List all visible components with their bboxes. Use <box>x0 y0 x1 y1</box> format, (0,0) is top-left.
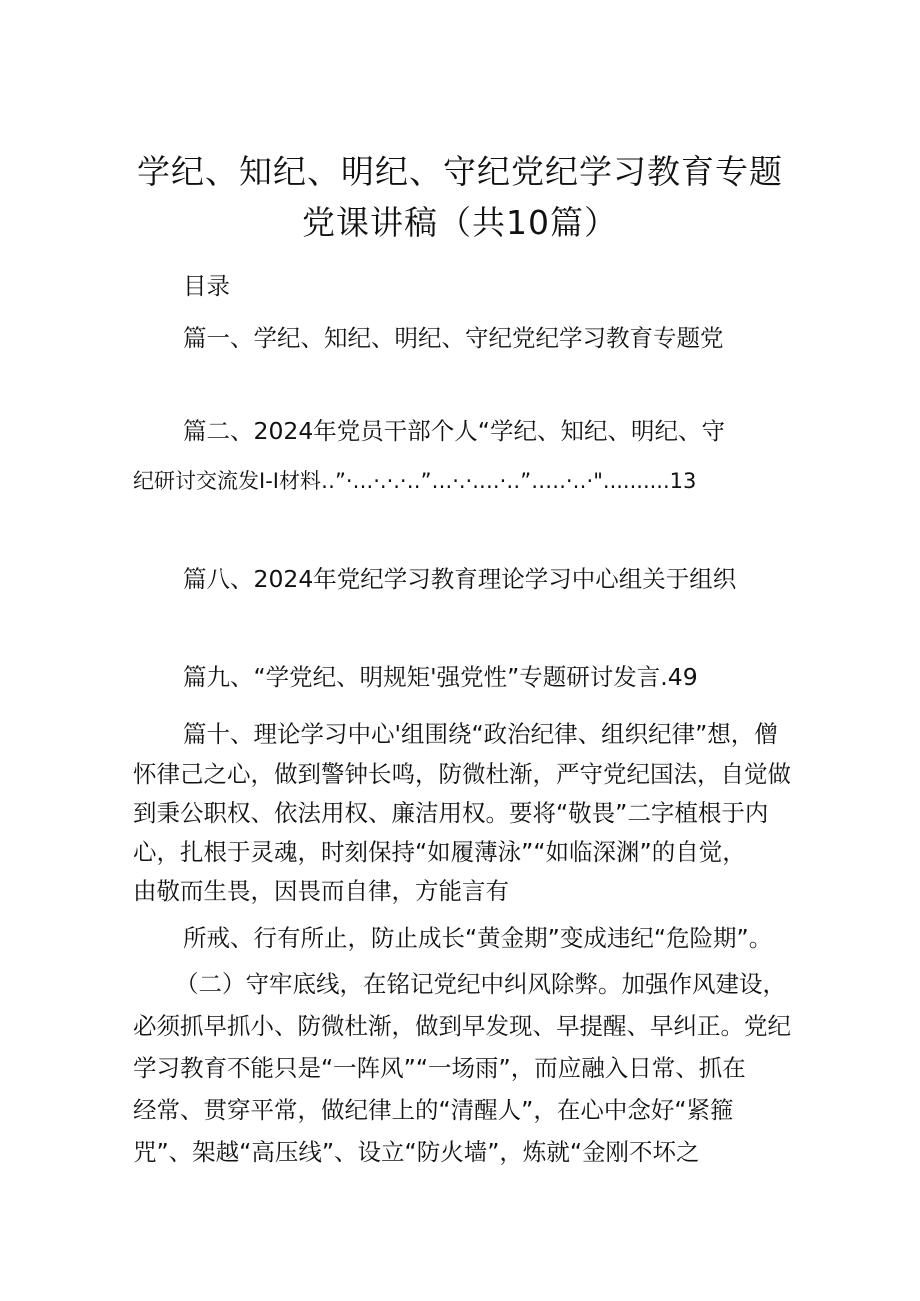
paragraph-3-line-2: 必须抓早抓小、防微杜渐，做到早发现、早提醒、早纠正。党纪 <box>133 1012 791 1040</box>
paragraph-3-line-1: （二）守牢底线，在铭记党纪中纠风除弊。加强作风建设， <box>175 970 786 998</box>
document-title-line-2: 党课讲稿（共10篇） <box>302 203 618 242</box>
paragraph-3-line-4: 经常、贯穿平常，做纪律上的“清醒人”，在心中念好“紧箍 <box>133 1096 734 1124</box>
paragraph-3-line-5: 咒”、架越“高压线”、设立“防火墙”，炼就“金刚不坏之 <box>133 1138 700 1166</box>
body-line-4: 由敬而生畏，因畏而自律，方能言有 <box>133 877 509 905</box>
paragraph-3-line-3: 学习教育不能只是“一阵风”“一场雨”，而应融入日常、抓在 <box>133 1054 746 1082</box>
document-title-line-1: 学纪、知纪、明纪、守纪党纪学习教育专题 <box>137 152 783 191</box>
toc-item-1: 篇一、学纪、知纪、明纪、守纪党纪学习教育专题党 <box>183 324 724 352</box>
toc-item-8: 篇八、2024年党纪学习教育理论学习中心组关于组织 <box>183 565 737 593</box>
body-line-3: 心，扎根于灵魂，时刻保持“如履薄泳”“如临深渊”的自觉， <box>133 838 746 866</box>
body-line-2: 到秉公职权、依法用权、廉洁用权。要将“敬畏”二字植根于内 <box>133 799 769 827</box>
toc-item-10-line-1: 篇十、理论学习中心'组围绕“政治纪律、组织纪律”想，僧 <box>183 720 778 748</box>
toc-item-2-line-1: 篇二、2024年党员干部个人“学纪、知纪、明纪、守 <box>183 417 725 445</box>
toc-heading: 目录 <box>183 272 230 300</box>
toc-item-2-line-2: 纪研讨交流发I-I材料‥”·‥.·.·.·‥”‥.·.·.‥.·‥”‥‥.·‥·"..........13 <box>133 469 697 493</box>
body-line-1: 怀律己之心，做到警钟长鸣，防微杜渐，严守党纪国法，自觉做 <box>133 760 791 788</box>
paragraph-2: 所戒、行有所止，防止成长“黄金期”变成违纪“危险期”。 <box>183 924 773 952</box>
toc-item-9: 篇九、“学党纪、明规矩'强党性”专题研讨发言.49 <box>183 663 698 691</box>
